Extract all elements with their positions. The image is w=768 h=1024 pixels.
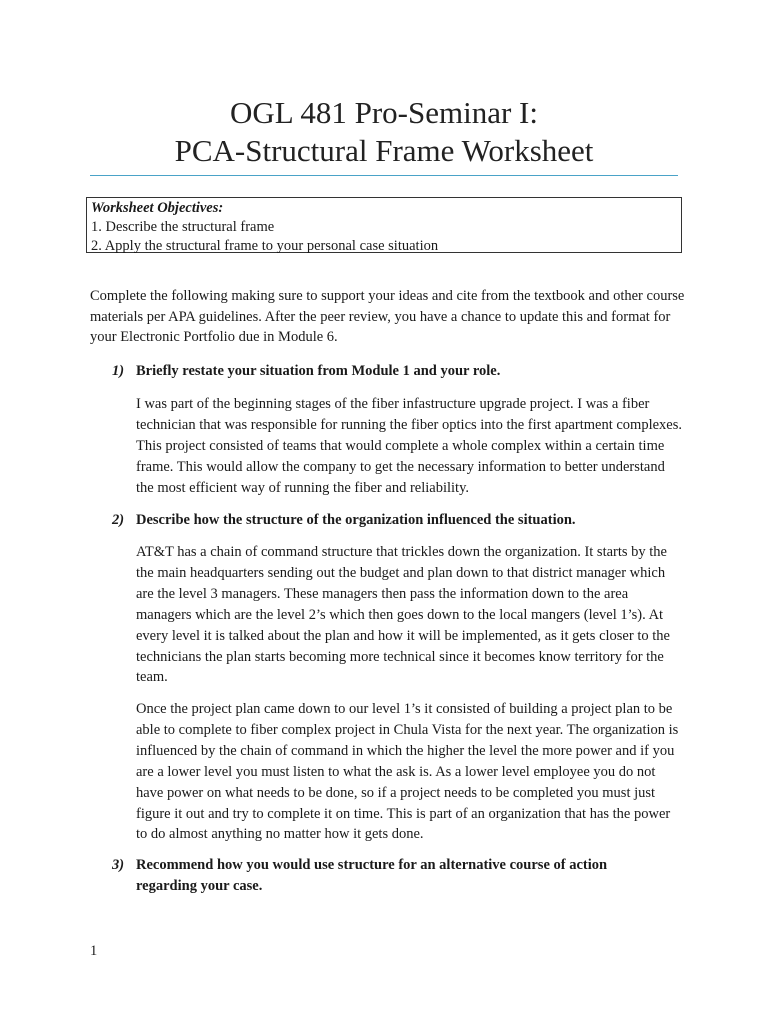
- title-divider: [90, 175, 678, 176]
- question-2: [112, 510, 692, 531]
- objective-item-2: 2. Apply the structural frame to your personal case situation: [91, 238, 439, 254]
- question-text: Describe how the structure of the organization influenced the situation.: [136, 512, 576, 528]
- document-title: [0, 94, 768, 170]
- question-text-continued: regarding your case.: [136, 878, 263, 894]
- question-number: 3): [112, 857, 125, 873]
- title-line-2: PCA-Structural Frame Worksheet: [174, 133, 594, 168]
- question-3: [112, 855, 692, 897]
- question-number: 1): [112, 363, 125, 379]
- question-text: Briefly restate your situation from Module 1 and your role.: [136, 363, 501, 379]
- objective-item-1: 1. Describe the structural frame: [91, 219, 275, 235]
- intro-paragraph: Complete the following making sure to support your ideas and cite from the textbook and other course materials per APA guidelines. After the peer review, you have a chance to update this and format for your Electronic Portfolio due in Module 6.: [90, 288, 685, 345]
- objectives-heading: Worksheet Objectives:: [91, 200, 224, 216]
- objectives-box: [86, 197, 682, 253]
- question-1: [112, 361, 692, 382]
- answer-1-paragraph-1: I was part of the beginning stages of the fiber infastructure upgrade project. I was a fiber technician that was responsible for running the fiber optics into the first apartment complexes. This project consisted of teams that would complete a whole complex within a certain time frame. This would allow the company to get the necessary information to better understand the most efficient way of running the fiber and reliability.: [136, 396, 683, 496]
- question-text: Recommend how you would use structure for an alternative course of action: [136, 857, 608, 873]
- title-line-1: OGL 481 Pro-Seminar I:: [230, 95, 538, 130]
- page-number: 1: [90, 943, 98, 959]
- question-number: 2): [112, 512, 125, 528]
- answer-2-paragraph-1: AT&T has a chain of command structure that trickles down the organization. It starts by the the main headquarters sending out the budget and plan down to that district manager which are the level 3 managers. These managers then pass the information down to the area managers which are the level 2’s which then goes down to the local mangers (level 1’s). At every level it is talked about the plan and how it will be implemented, as it gets closer to the technicians the plan starts becoming more technical since it becomes know territory for the team.: [136, 544, 670, 686]
- answer-2-paragraph-2: Once the project plan came down to our level 1’s it consisted of building a project plan to be able to complete to fiber complex project in Chula Vista for the next year. The organization is influenced by the chain of command in which the higher the level the more power and if you are a lower level you must listen to what the ask is. As a lower level employee you do not have power on what needs to be done, so if a project needs to be completed you must just figure it out and try to complete it on time. This is part of an organization that has the power to do almost anything no matter how it gets done.: [136, 701, 679, 843]
